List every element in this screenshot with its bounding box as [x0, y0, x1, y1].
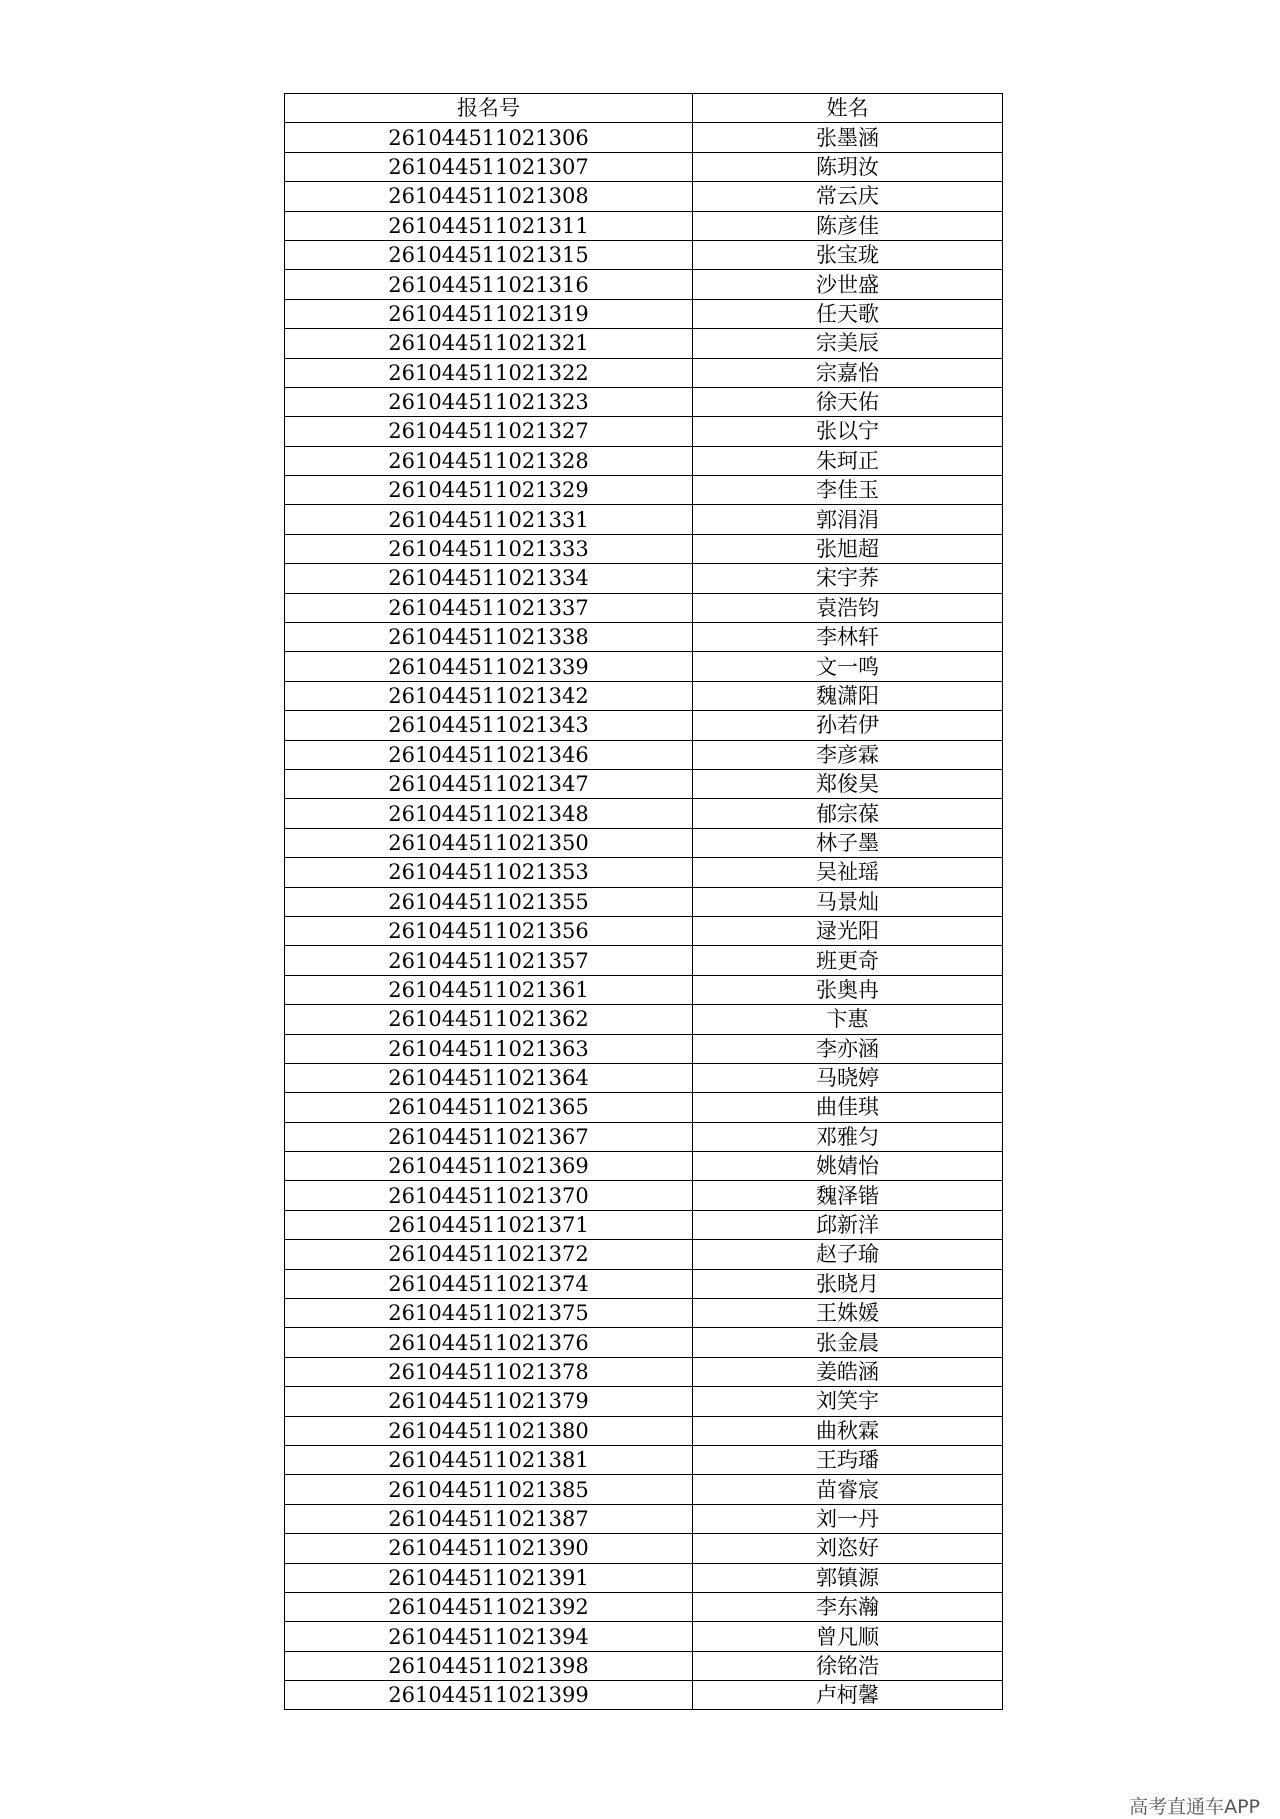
name-cell: 郁宗葆: [693, 799, 1003, 828]
name-cell: 陈彦佳: [693, 211, 1003, 240]
table-row: [285, 270, 1003, 299]
registration-number-cell: 261044511021364: [285, 1063, 693, 1092]
table-row: [285, 916, 1003, 945]
table-row: [285, 123, 1003, 152]
header-row: [285, 94, 1003, 123]
registration-number-cell: 261044511021333: [285, 534, 693, 563]
registration-number-cell: 261044511021367: [285, 1122, 693, 1151]
table-row: [285, 182, 1003, 211]
name-cell: 邓雅匀: [693, 1122, 1003, 1151]
registration-number-cell: 261044511021319: [285, 299, 693, 328]
name-cell: 朱珂正: [693, 446, 1003, 475]
table-row: [285, 1181, 1003, 1210]
registration-number-cell: 261044511021334: [285, 564, 693, 593]
registration-number-cell: 261044511021385: [285, 1475, 693, 1504]
registration-number-cell: 261044511021376: [285, 1328, 693, 1357]
name-cell: 张宝珑: [693, 240, 1003, 269]
table-row: [285, 1681, 1003, 1710]
name-cell: 袁浩钧: [693, 593, 1003, 622]
name-cell: 刘笑宇: [693, 1387, 1003, 1416]
name-cell: 逯光阳: [693, 916, 1003, 945]
name-cell: 李东瀚: [693, 1592, 1003, 1621]
registration-number-cell: 261044511021370: [285, 1181, 693, 1210]
table-row: [285, 417, 1003, 446]
table-row: [285, 1563, 1003, 1592]
registration-number-cell: 261044511021399: [285, 1681, 693, 1710]
registration-number-cell: 261044511021363: [285, 1034, 693, 1063]
table-row: [285, 1063, 1003, 1092]
name-cell: 孙若伊: [693, 711, 1003, 740]
table-row: [285, 1240, 1003, 1269]
table-row: [285, 1622, 1003, 1651]
registration-number-cell: 261044511021378: [285, 1357, 693, 1386]
name-cell: 张以宁: [693, 417, 1003, 446]
name-cell: 马景灿: [693, 887, 1003, 916]
name-cell: 姜皓涵: [693, 1357, 1003, 1386]
table-row: [285, 476, 1003, 505]
registration-number-cell: 261044511021346: [285, 740, 693, 769]
name-cell: 李亦涵: [693, 1034, 1003, 1063]
registration-number-cell: 261044511021343: [285, 711, 693, 740]
name-cell: 郭涓涓: [693, 505, 1003, 534]
table-row: [285, 975, 1003, 1004]
table-header: [285, 94, 1003, 123]
table-row: [285, 1534, 1003, 1563]
registration-number-cell: 261044511021321: [285, 329, 693, 358]
table-row: [285, 1122, 1003, 1151]
registration-number-cell: 261044511021348: [285, 799, 693, 828]
table-row: [285, 1592, 1003, 1621]
table-row: [285, 299, 1003, 328]
table-row: [285, 1416, 1003, 1445]
name-cell: 魏潇阳: [693, 681, 1003, 710]
name-cell: 刘一丹: [693, 1504, 1003, 1533]
table-row: [285, 211, 1003, 240]
registration-number-cell: 261044511021365: [285, 1093, 693, 1122]
table-row: [285, 740, 1003, 769]
registration-number-cell: 261044511021375: [285, 1299, 693, 1328]
name-cell: 郑俊昊: [693, 769, 1003, 798]
table-row: [285, 1387, 1003, 1416]
name-cell: 邱新洋: [693, 1210, 1003, 1239]
table-row: [285, 1357, 1003, 1386]
registration-number-cell: 261044511021337: [285, 593, 693, 622]
watermark-text: 高考直通车APP: [1129, 1796, 1260, 1818]
table-row: [285, 887, 1003, 916]
registration-number-cell: 261044511021392: [285, 1592, 693, 1621]
registration-number-cell: 261044511021387: [285, 1504, 693, 1533]
table-row: [285, 564, 1003, 593]
table-row: [285, 1504, 1003, 1533]
registration-number-cell: 261044511021338: [285, 623, 693, 652]
table-row: [285, 329, 1003, 358]
registration-number-cell: 261044511021355: [285, 887, 693, 916]
registration-number-cell: 261044511021331: [285, 505, 693, 534]
name-cell: 张奥冉: [693, 975, 1003, 1004]
registration-number-cell: 261044511021357: [285, 946, 693, 975]
registration-number-cell: 261044511021380: [285, 1416, 693, 1445]
registration-number-cell: 261044511021381: [285, 1445, 693, 1474]
table-row: [285, 1445, 1003, 1474]
name-cell: 徐铭浩: [693, 1651, 1003, 1680]
table-row: [285, 534, 1003, 563]
table-row: [285, 946, 1003, 975]
table-row: [285, 1034, 1003, 1063]
name-cell: 李林轩: [693, 623, 1003, 652]
registration-number-cell: 261044511021353: [285, 858, 693, 887]
name-cell: 文一鸣: [693, 652, 1003, 681]
table-row: [285, 1475, 1003, 1504]
registration-number-cell: 261044511021316: [285, 270, 693, 299]
table-row: [285, 505, 1003, 534]
registration-number-cell: 261044511021329: [285, 476, 693, 505]
table-row: [285, 711, 1003, 740]
name-cell: 苗睿宸: [693, 1475, 1003, 1504]
registration-table: [284, 93, 1003, 1710]
name-cell: 班更奇: [693, 946, 1003, 975]
table-row: [285, 1328, 1003, 1357]
table-row: [285, 828, 1003, 857]
name-cell: 吴祉瑶: [693, 858, 1003, 887]
registration-number-cell: 261044511021379: [285, 1387, 693, 1416]
name-cell: 魏泽锴: [693, 1181, 1003, 1210]
name-cell: 李佳玉: [693, 476, 1003, 505]
registration-number-cell: 261044511021371: [285, 1210, 693, 1239]
name-cell: 林子墨: [693, 828, 1003, 857]
name-cell: 张金晨: [693, 1328, 1003, 1357]
table-row: [285, 152, 1003, 181]
name-cell: 张晓月: [693, 1269, 1003, 1298]
name-cell: 宗嘉怡: [693, 358, 1003, 387]
registration-number-cell: 261044511021374: [285, 1269, 693, 1298]
registration-number-cell: 261044511021307: [285, 152, 693, 181]
registration-number-cell: 261044511021327: [285, 417, 693, 446]
table-row: [285, 1005, 1003, 1034]
registration-number-cell: 261044511021315: [285, 240, 693, 269]
registration-number-cell: 261044511021311: [285, 211, 693, 240]
table-body: [285, 123, 1003, 1710]
name-cell: 曲秋霖: [693, 1416, 1003, 1445]
registration-number-cell: 261044511021391: [285, 1563, 693, 1592]
table-row: [285, 1210, 1003, 1239]
table-row: [285, 1093, 1003, 1122]
table-row: [285, 652, 1003, 681]
table-row: [285, 799, 1003, 828]
table-row: [285, 387, 1003, 416]
registration-number-cell: 261044511021362: [285, 1005, 693, 1034]
table-row: [285, 858, 1003, 887]
name-cell: 徐天佑: [693, 387, 1003, 416]
table-row: [285, 623, 1003, 652]
name-cell: 李彦霖: [693, 740, 1003, 769]
name-cell: 曲佳琪: [693, 1093, 1003, 1122]
table-row: [285, 1299, 1003, 1328]
name-cell: 陈玥汝: [693, 152, 1003, 181]
table-row: [285, 446, 1003, 475]
table-row: [285, 769, 1003, 798]
name-cell: 刘恣好: [693, 1534, 1003, 1563]
name-cell: 王姝媛: [693, 1299, 1003, 1328]
name-cell: 张旭超: [693, 534, 1003, 563]
name-cell: 王玙璠: [693, 1445, 1003, 1474]
table-row: [285, 681, 1003, 710]
registration-number-cell: 261044511021369: [285, 1152, 693, 1181]
table-row: [285, 358, 1003, 387]
name-cell: 姚婧怡: [693, 1152, 1003, 1181]
table-row: [285, 1651, 1003, 1680]
registration-number-cell: 261044511021322: [285, 358, 693, 387]
registration-number-cell: 261044511021328: [285, 446, 693, 475]
table-row: [285, 593, 1003, 622]
registration-number-cell: 261044511021372: [285, 1240, 693, 1269]
registration-number-cell: 261044511021347: [285, 769, 693, 798]
registration-number-cell: 261044511021394: [285, 1622, 693, 1651]
table-row: [285, 1152, 1003, 1181]
name-cell: 宋宇荞: [693, 564, 1003, 593]
registration-number-cell: 261044511021350: [285, 828, 693, 857]
name-cell: 任天歌: [693, 299, 1003, 328]
registration-number-cell: 261044511021342: [285, 681, 693, 710]
name-cell: 马晓婷: [693, 1063, 1003, 1092]
table-row: [285, 1269, 1003, 1298]
registration-number-cell: 261044511021306: [285, 123, 693, 152]
name-cell: 曾凡顺: [693, 1622, 1003, 1651]
name-cell: 郭镇源: [693, 1563, 1003, 1592]
header-name: 姓名: [693, 94, 1003, 123]
name-cell: 宗美辰: [693, 329, 1003, 358]
registration-number-cell: 261044511021390: [285, 1534, 693, 1563]
registration-number-cell: 261044511021361: [285, 975, 693, 1004]
name-cell: 沙世盛: [693, 270, 1003, 299]
registration-number-cell: 261044511021339: [285, 652, 693, 681]
table-row: [285, 240, 1003, 269]
name-cell: 卢柯馨: [693, 1681, 1003, 1710]
name-cell: 卞惠: [693, 1005, 1003, 1034]
name-cell: 赵子瑜: [693, 1240, 1003, 1269]
registration-number-cell: 261044511021323: [285, 387, 693, 416]
name-cell: 张墨涵: [693, 123, 1003, 152]
header-registration-number: 报名号: [285, 94, 693, 123]
registration-number-cell: 261044511021398: [285, 1651, 693, 1680]
name-cell: 常云庆: [693, 182, 1003, 211]
registration-number-cell: 261044511021308: [285, 182, 693, 211]
registration-number-cell: 261044511021356: [285, 916, 693, 945]
